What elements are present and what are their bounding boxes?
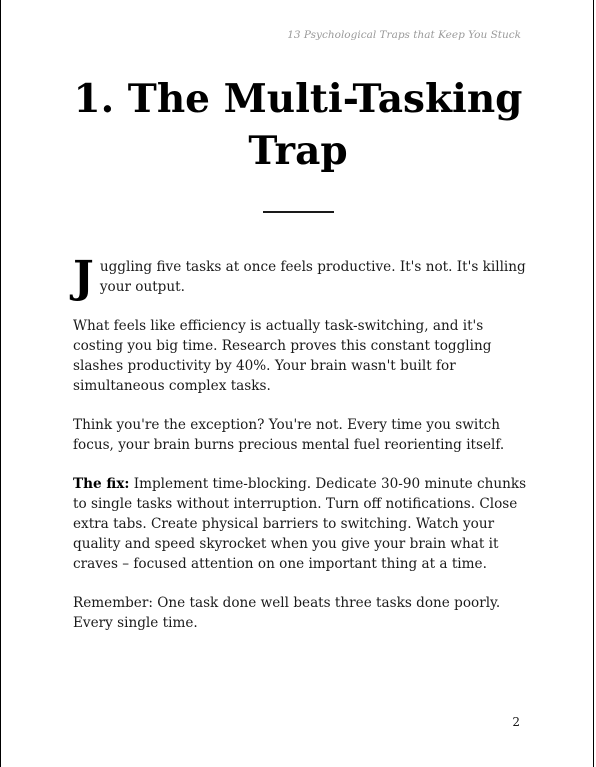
body-paragraph: Remember: One task done well beats three tasks done poorly. Every single time.	[73, 595, 501, 631]
fix-text: Implement time-blocking. Dedicate 30-90 minute chunks to single tasks without interruption. Turn off notifications. Close extra tabs. Create physical barriers to switching. Watch your quality and speed skyrocket when you give your brain what it craves – focused attention on one important thing at a time.	[73, 476, 527, 572]
running-header: 13 Psychological Traps that Keep You Stuck	[287, 29, 521, 41]
body-paragraph: Think you're the exception? You're not. Every time you switch focus, your brain burns precious mental fuel reorienting itself.	[73, 417, 505, 453]
intro-text: uggling five tasks at once feels productive. It's not. It's killing your output.	[99, 259, 526, 295]
chapter-title: 1. The Multi-Tasking Trap	[73, 76, 523, 174]
fix-paragraph	[73, 474, 529, 574]
title-divider	[263, 211, 334, 213]
fix-label: The fix:	[73, 476, 130, 492]
drop-cap: J	[73, 252, 94, 303]
page-number: 2	[512, 715, 520, 729]
chapter-body	[73, 252, 529, 652]
intro-paragraph	[73, 252, 529, 303]
body-paragraph: What feels like efficiency is actually task-switching, and it's costing you big time. Research proves this constant toggling slashes productivity by 40%. Your brain wasn't built for simultaneous complex tasks.	[73, 318, 492, 394]
